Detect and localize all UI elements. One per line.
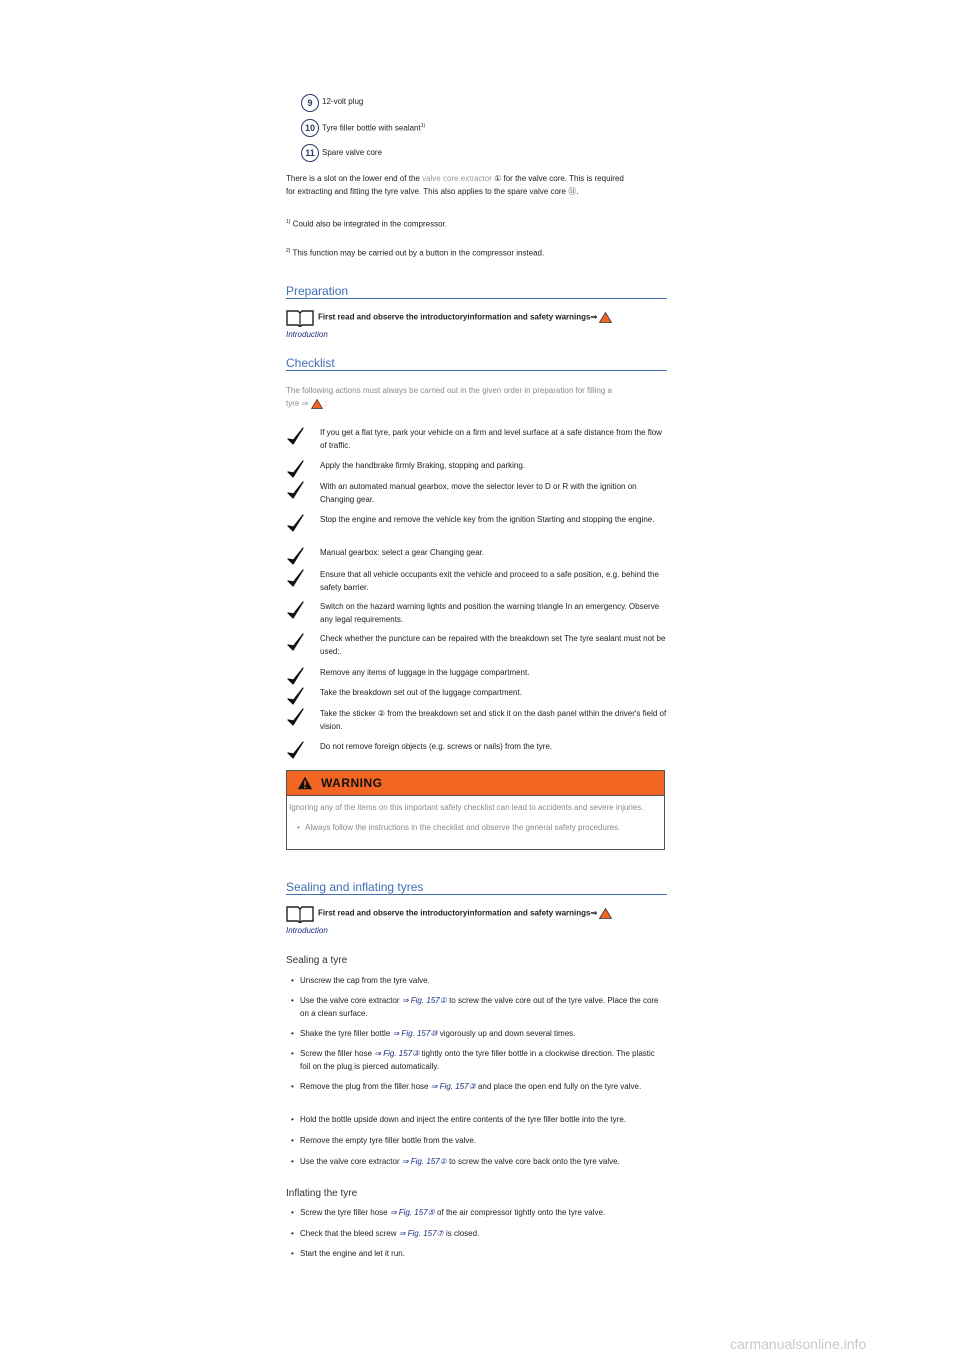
step-text bbox=[300, 974, 665, 987]
warning-triangle-icon bbox=[599, 312, 612, 323]
checklist-item-text: Do not remove foreign objects (e.g. screws or nails) from the tyre. bbox=[320, 742, 553, 751]
figure-ref-link[interactable]: ⇒ Fig. 157⑩ bbox=[392, 1029, 438, 1038]
figure-ref-link[interactable]: ⇒ Fig. 157① bbox=[401, 996, 447, 1005]
step-text bbox=[300, 1247, 665, 1260]
preparation-notice bbox=[286, 309, 667, 341]
step-text-post: tightly onto the tyre filler bottle in a clockwise direction. The plastic foil on the plug is pierced automatically. bbox=[300, 1049, 655, 1071]
checklist-item-text: If you get a flat tyre, park your vehicle on a firm and level surface at a safe distance from the flow of traffic. bbox=[320, 428, 662, 450]
step-text-pre: Shake the tyre filler bottle bbox=[300, 1029, 393, 1038]
step-text-post: of the air compressor tightly onto the tyre valve. bbox=[434, 1208, 606, 1217]
step-text bbox=[300, 1206, 665, 1219]
bullet-dot: • bbox=[291, 1115, 294, 1124]
checkmark-icon bbox=[286, 426, 306, 448]
footnote-text: Could also be integrated in the compressor. bbox=[292, 219, 447, 229]
footnote-ref: 1) bbox=[420, 123, 426, 129]
step-text-pre: Use the valve core extractor bbox=[300, 996, 402, 1005]
notice-text: First read and observe the introductoryinformation and safety warnings⇒ bbox=[318, 908, 598, 918]
bullet-dot: • bbox=[291, 1136, 294, 1145]
intro-text: for extracting and fitting the tyre valve. This also applies to the spare valve core ⑪. bbox=[286, 187, 579, 196]
warning-body bbox=[289, 801, 659, 834]
legend-label: Tyre filler bottle with sealant bbox=[322, 123, 421, 133]
callout-10-icon: 10 bbox=[301, 119, 319, 137]
introduction-link[interactable]: Introduction bbox=[286, 330, 328, 339]
legend-label-wrap bbox=[322, 123, 425, 133]
warning-triangle-icon bbox=[311, 399, 323, 409]
warning-icon bbox=[297, 776, 313, 790]
book-icon bbox=[286, 309, 314, 327]
footnote-1 bbox=[286, 216, 447, 231]
step-text-pre: Screw the filler hose bbox=[300, 1049, 375, 1058]
bullet-dot: • bbox=[291, 996, 294, 1005]
bullet-dot: • bbox=[291, 1249, 294, 1258]
notice-text: First read and observe the introductoryinformation and safety warnings⇒ bbox=[318, 312, 598, 322]
checkmark-icon bbox=[286, 480, 306, 502]
checkmark-icon bbox=[286, 740, 306, 762]
step-text-pre: Unscrew the cap from the tyre valve. bbox=[300, 976, 430, 985]
watermark: carmanualsonline.info bbox=[730, 1336, 867, 1352]
figure-ref-link[interactable]: ⇒ Fig. 157⑦ bbox=[398, 1229, 444, 1238]
footnote-text: This function may be carried out by a button in the compressor instead. bbox=[292, 248, 545, 258]
book-icon bbox=[286, 905, 314, 923]
step-text-post: to screw the valve core back onto the tyre valve. bbox=[446, 1157, 620, 1166]
subheading-sealing: Sealing a tyre bbox=[286, 955, 348, 966]
intro-text: ① for the valve core. This is required bbox=[491, 174, 624, 183]
step-text bbox=[300, 1080, 665, 1093]
checklist-intro-text: : bbox=[324, 399, 327, 408]
checklist-item-text: Take the sticker ② from the breakdown set and stick it on the dash panel within the driver's field of vision. bbox=[320, 709, 667, 731]
step-text-post: is closed. bbox=[443, 1229, 480, 1238]
checkmark-icon bbox=[286, 707, 306, 729]
step-text-post: vigorously up and down several times. bbox=[437, 1029, 576, 1038]
step-text-pre: Check that the bleed screw bbox=[300, 1229, 399, 1238]
warning-title: WARNING bbox=[321, 776, 383, 790]
step-text bbox=[300, 1155, 665, 1168]
checklist-item-text: Check whether the puncture can be repaired with the breakdown set The tyre sealant must not be used:. bbox=[320, 634, 666, 656]
checkmark-icon bbox=[286, 666, 306, 688]
bullet-dot: • bbox=[291, 976, 294, 985]
checklist-item-text: Stop the engine and remove the vehicle key from the ignition Starting and stopping the engine. bbox=[320, 515, 655, 524]
legend-label: 12-volt plug bbox=[322, 97, 364, 106]
section-title-checklist: Checklist bbox=[286, 356, 667, 371]
step-text-post: to screw the valve core out of the tyre valve. Place the core on a clean surface. bbox=[300, 996, 659, 1018]
step-text-pre: Hold the bottle upside down and inject the bbox=[300, 1115, 451, 1124]
step-text-pre: Remove the empty tyre filler bottle from the valve. bbox=[300, 1136, 477, 1145]
checklist-item-text: Switch on the hazard warning lights and position the warning triangle In an emergency. Observe any legal requirements. bbox=[320, 602, 660, 624]
checklist-item-text: Ensure that all vehicle occupants exit the vehicle and proceed to a safe position, e.g. behind the safety barrier. bbox=[320, 570, 659, 592]
callout-11-icon: 11 bbox=[301, 144, 319, 162]
step-text bbox=[300, 1027, 665, 1040]
step-text-post: entire contents of the tyre filler bottle into the tyre. bbox=[450, 1115, 626, 1124]
checklist-intro-text: tyre ⇒ bbox=[286, 399, 309, 408]
footnote-mark: 1) bbox=[286, 219, 291, 225]
footnote-mark: 2) bbox=[286, 248, 291, 254]
notice-text-wrap bbox=[318, 908, 612, 919]
warning-header bbox=[287, 771, 664, 796]
step-text bbox=[300, 1113, 665, 1126]
introduction-link[interactable]: Introduction bbox=[286, 926, 328, 935]
footnote-2 bbox=[286, 245, 544, 260]
intro-paragraph bbox=[286, 172, 676, 198]
warning-triangle-icon bbox=[599, 908, 612, 919]
subheading-inflating: Inflating the tyre bbox=[286, 1188, 358, 1199]
checkmark-icon bbox=[286, 632, 306, 654]
section-title-sealing: Sealing and inflating tyres bbox=[286, 880, 667, 895]
step-text-pre: Remove the plug from the filler hose bbox=[300, 1082, 431, 1091]
legend-label: Spare valve core bbox=[322, 148, 383, 157]
step-text bbox=[300, 1134, 665, 1147]
section-title-preparation: Preparation bbox=[286, 284, 667, 299]
bullet-dot: • bbox=[291, 1049, 294, 1058]
bullet-dot: • bbox=[291, 1082, 294, 1091]
callout-9-icon: 9 bbox=[301, 94, 319, 112]
bullet-dot: • bbox=[291, 1208, 294, 1217]
checkmark-icon bbox=[286, 600, 306, 622]
figure-ref-link[interactable]: ⇒ Fig. 157③ bbox=[430, 1082, 476, 1091]
figure-ref-link[interactable]: ⇒ Fig. 157⑤ bbox=[389, 1208, 435, 1217]
checklist-item-text: Apply the handbrake firmly Braking, stopping and parking. bbox=[320, 461, 526, 470]
checklist-item-text: Remove any items of luggage in the luggage compartment. bbox=[320, 668, 530, 677]
intro-highlight: valve core extractor bbox=[422, 174, 492, 183]
figure-ref-link[interactable]: ⇒ Fig. 157① bbox=[401, 1157, 447, 1166]
checkmark-icon bbox=[286, 568, 306, 590]
step-text-pre: Use the valve core extractor bbox=[300, 1157, 402, 1166]
warning-bullet bbox=[289, 821, 659, 834]
step-text-post: and place the open end fully on the tyre valve. bbox=[475, 1082, 642, 1091]
checklist-item-text: Manual gearbox: select a gear Changing gear. bbox=[320, 548, 485, 557]
notice-text-wrap bbox=[318, 312, 612, 323]
checkmark-icon bbox=[286, 459, 306, 481]
bullet-dot: • bbox=[291, 1157, 294, 1166]
intro-text: There is a slot on the lower end of the bbox=[286, 174, 423, 183]
warning-box bbox=[286, 770, 665, 850]
figure-ref-link[interactable]: ⇒ Fig. 157③ bbox=[374, 1049, 420, 1058]
step-text-pre: Start the engine and let it run. bbox=[300, 1249, 405, 1258]
checklist-intro-text: The following actions must always be carried out in the given order in preparation for filling a bbox=[286, 386, 612, 395]
bullet-dot: • bbox=[291, 1029, 294, 1038]
warning-text: Ignoring any of the items on this important safety checklist can lead to accidents and severe injuries. bbox=[289, 803, 644, 812]
step-text bbox=[300, 1047, 665, 1073]
sealing-notice bbox=[286, 905, 667, 937]
step-text bbox=[300, 1227, 665, 1240]
step-text-pre: Screw the tyre filler hose bbox=[300, 1208, 390, 1217]
warning-bullet-text: Always follow the instructions in the checklist and observe the general safety procedures. bbox=[305, 823, 621, 832]
bullet-dot: • bbox=[291, 1229, 294, 1238]
checkmark-icon bbox=[286, 513, 306, 535]
checklist-item-text: Take the breakdown set out of the luggage compartment. bbox=[320, 688, 522, 697]
bullet-dot: • bbox=[297, 823, 300, 832]
step-text bbox=[300, 994, 665, 1020]
checkmark-icon bbox=[286, 546, 306, 568]
checkmark-icon bbox=[286, 686, 306, 708]
checklist-intro bbox=[286, 384, 671, 410]
checklist-item-text: With an automated manual gearbox, move the selector lever to D or R with the ignition on Changing gear. bbox=[320, 482, 637, 504]
